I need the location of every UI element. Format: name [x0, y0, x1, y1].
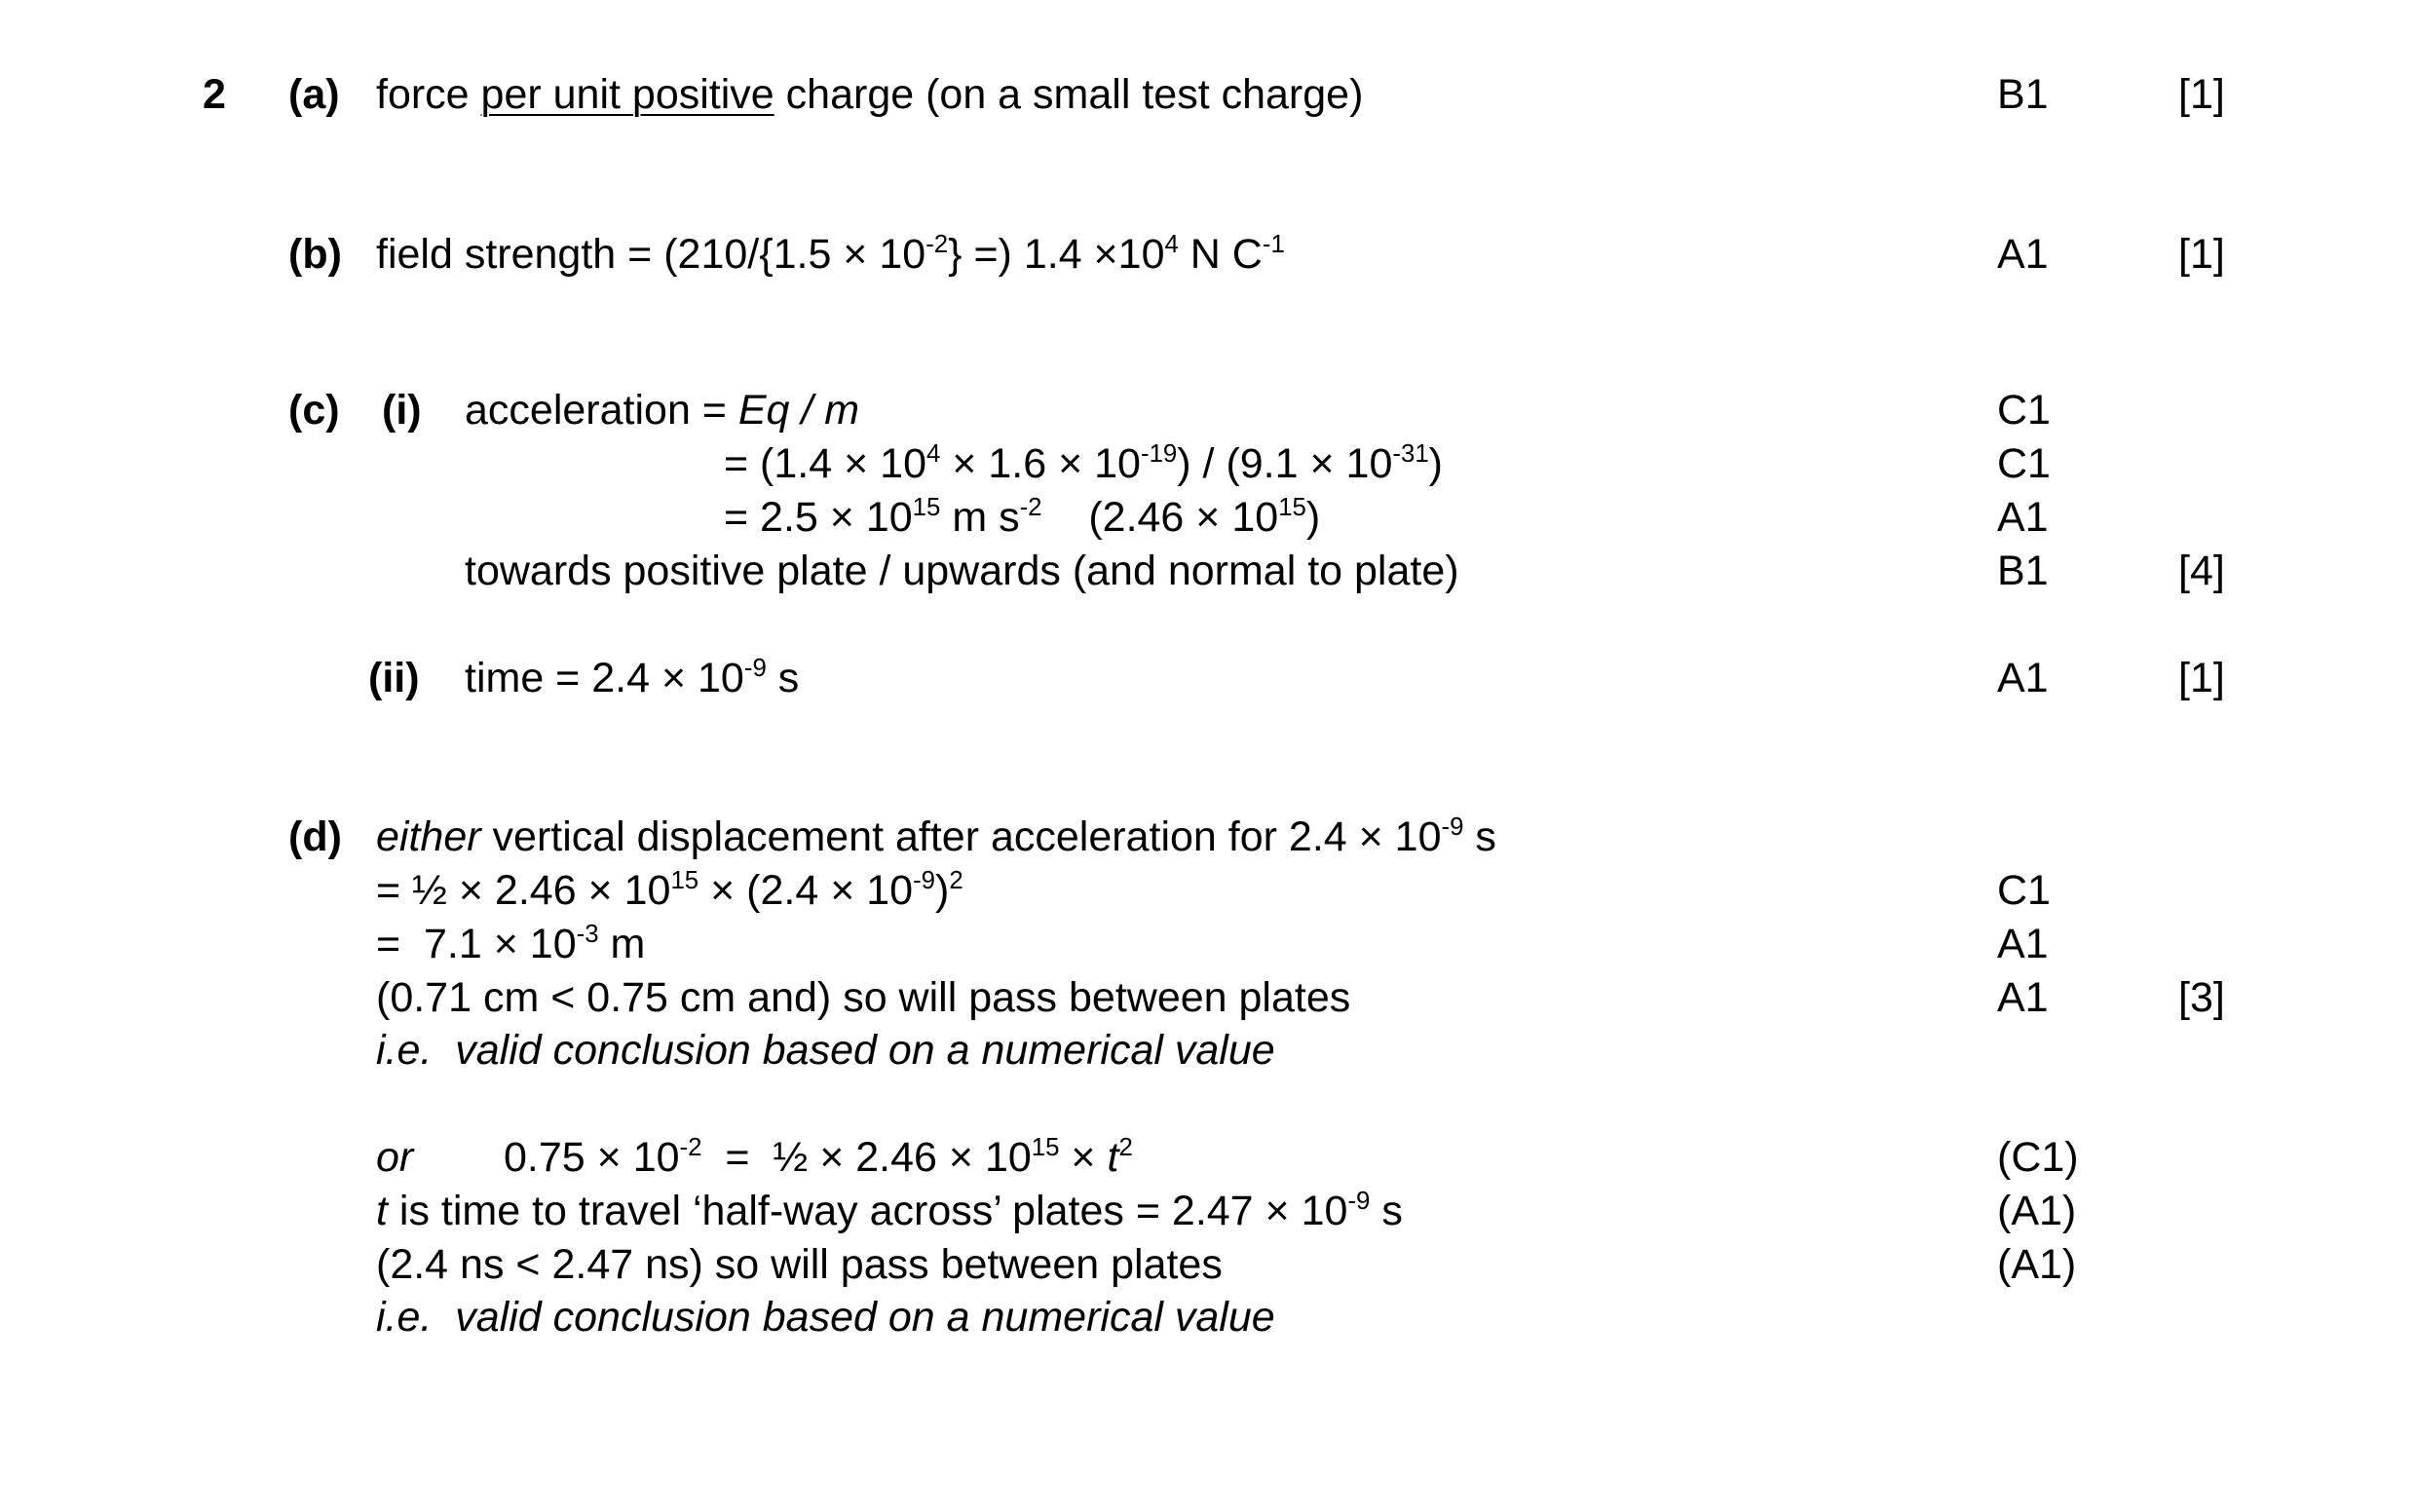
part-d-alt-mark-2: (A1) — [1997, 1188, 2077, 1234]
part-d-label: (d) — [288, 813, 342, 860]
part-a-answer: force per unit positive charge (on a small test charge) — [376, 71, 1364, 118]
part-c-i-mark-2: C1 — [1997, 440, 2051, 487]
part-c-i-mark-1: C1 — [1997, 387, 2051, 434]
part-c-i-total: [4] — [2178, 548, 2225, 594]
part-d-line3: = $7.1 \times 10^{-3}$ m — [376, 921, 646, 967]
part-c-i-line1: acceleration = Eq / m — [465, 387, 860, 434]
part-c-ii-label: (ii) — [368, 655, 420, 701]
part-d-alt-line2: t is time to travel ‘half-way across’ plates = $2.47 \times 10^{-9}$ s — [376, 1188, 1403, 1234]
part-a-mark: B1 — [1997, 71, 2049, 118]
part-d-line5: i.e. valid conclusion based on a numerical value — [376, 1027, 1275, 1074]
part-d-mark-3: A1 — [1997, 974, 2049, 1021]
part-c-ii-mark: A1 — [1997, 655, 2049, 701]
part-c-ii-total: [1] — [2178, 655, 2225, 701]
part-d-alt-mark-3: (A1) — [1997, 1241, 2077, 1288]
part-d-alt-line3: (2.4 ns < 2.47 ns) so will pass between plates — [376, 1241, 1223, 1288]
part-d-alt-line1: $0.75 \times 10^{-2}$ = ½ × $2.46 \times 10^{15} \times t^2$ — [504, 1134, 1133, 1181]
part-d-line1: either vertical displacement after acceleration for $2.4 \times 10^{-9}$ s — [376, 813, 1496, 860]
underlined-phrase: per unit positive — [480, 71, 774, 118]
part-b-total: [1] — [2178, 231, 2225, 278]
part-a-label: (a) — [288, 71, 340, 118]
part-a-total: [1] — [2178, 71, 2225, 118]
question-number: 2 — [203, 71, 226, 118]
part-d-alt-mark-1: (C1) — [1997, 1134, 2079, 1181]
part-c-ii-answer: time = $2.4 \times 10^{-9}$ s — [465, 655, 800, 701]
part-c-i-line2: = $(1.4 \times 10^4 \times 1.6 \times 10^{-19}) / (9.1 \times 10^{-31})$ — [724, 440, 1443, 487]
part-b-mark: A1 — [1997, 231, 2049, 278]
part-c-label: (c) — [288, 387, 340, 434]
part-c-i-line4: towards positive plate / upwards (and normal to plate) — [465, 548, 1459, 594]
part-b-label: (b) — [288, 231, 342, 278]
part-d-alt-line4: i.e. valid conclusion based on a numerical value — [376, 1294, 1275, 1341]
part-c-i-line3: = $2.5 \times 10^{15}$ m $s^{-2}$ $(2.46 \times 10^{15})$ — [724, 494, 1321, 541]
part-c-i-mark-3: A1 — [1997, 494, 2049, 541]
part-d-mark-1: C1 — [1997, 867, 2051, 914]
part-c-i-mark-4: B1 — [1997, 548, 2049, 594]
part-b-answer: field strength = ($210/\{1.5 \times 10^{-2}\}$ =) $1.4 \times 10^4$ N $C^{-1}$ — [376, 231, 1285, 278]
part-d-line2: = ½ × $2.46 \times 10^{15} \times (2.4 \times 10^{-9})^2$ — [376, 867, 963, 914]
part-d-total: [3] — [2178, 974, 2225, 1021]
part-c-i-label: (i) — [382, 387, 422, 434]
part-d-line4: (0.71 cm < 0.75 cm and) so will pass between plates — [376, 974, 1351, 1021]
part-d-mark-2: A1 — [1997, 921, 2049, 967]
part-d-or-word: or — [376, 1134, 414, 1181]
